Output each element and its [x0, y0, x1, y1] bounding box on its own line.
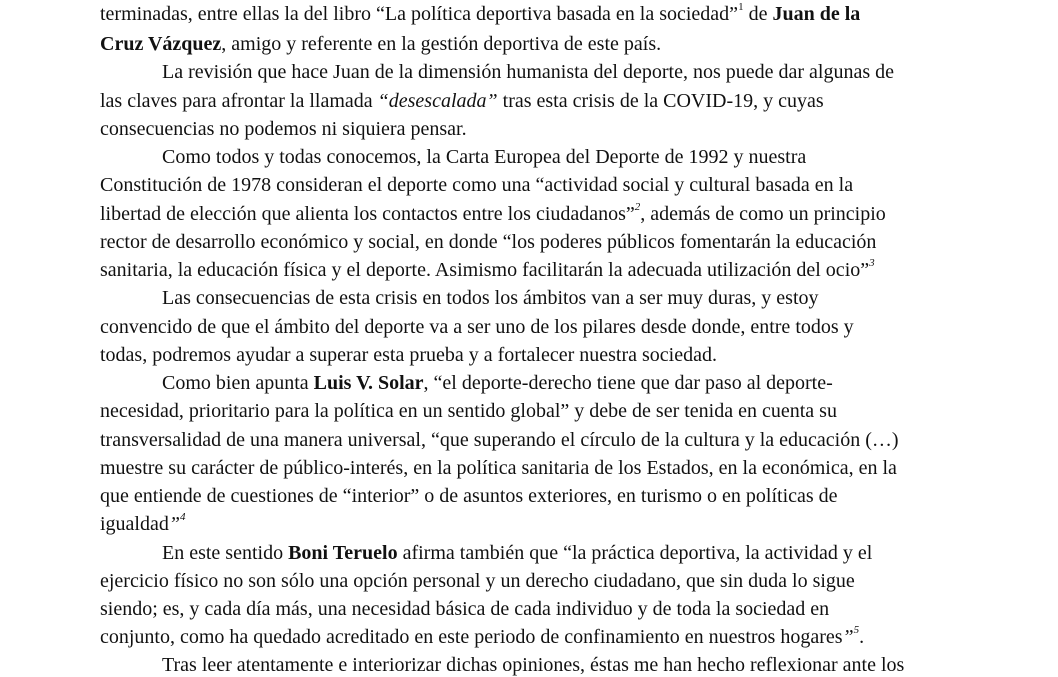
- text-line: [100, 625, 960, 649]
- text-line: [100, 315, 960, 339]
- line-text: Las consecuencias de esta crisis en todos los ámbitos van a ser muy duras, y estoy: [162, 287, 819, 309]
- text-line: [100, 202, 960, 226]
- line-text: necesidad, prioritario para la política en un sentido global” y debe de ser tenida en cuenta su: [100, 400, 837, 422]
- line-text: siendo; es, y cada día más, una necesidad básica de cada individuo y de toda la sociedad en: [100, 598, 830, 620]
- line-text: ejercicio físico no son sólo una opción personal y un derecho ciudadano, que sin duda lo sigue: [100, 570, 855, 592]
- line-text: Tras leer atentamente e interiorizar dichas opiniones, éstas me han hecho reflexionar ante los: [162, 654, 905, 676]
- paragraph-first-line: [162, 60, 960, 84]
- line-text: .: [859, 626, 865, 648]
- text-line: [100, 597, 960, 621]
- line-text: consecuencias no podemos ni siquiera pensar.: [100, 118, 467, 140]
- text-line: [100, 230, 960, 254]
- line-text: que entiende de cuestiones de “interior” o de asuntos exteriores, en turismo o en políticas de: [100, 485, 838, 507]
- text-line: [100, 456, 960, 480]
- text-line: [100, 117, 960, 141]
- author-name: Juan de la: [772, 3, 861, 25]
- text-line: [100, 258, 960, 282]
- line-text: todas, podremos ayudar a superar esta prueba y a fortalecer nuestra sociedad.: [100, 344, 717, 366]
- quote-text: “actividad social y cultural basada en la: [535, 174, 854, 196]
- line-text: transversalidad de una manera universal, “que superando el círculo de la cultura y la educación (…): [100, 429, 899, 451]
- footnote-ref: 1: [738, 1, 744, 14]
- line-text: , amigo y referente en la gestión deportiva de este país.: [221, 33, 662, 55]
- footnote-ref: 3: [869, 257, 875, 270]
- paragraph-first-line: [162, 541, 960, 565]
- line-text: Constitución de 1978 consideran el deporte como una: [100, 174, 536, 196]
- text-line: [100, 512, 960, 536]
- footnote-ref: 5: [853, 624, 860, 637]
- line-text: igualdad: [100, 513, 169, 535]
- quote-text: “la práctica deportiva, la actividad y el: [563, 542, 873, 564]
- quote-text: ”: [168, 513, 180, 535]
- text-line: [100, 32, 960, 56]
- line-text: tras esta crisis de la COVID-19, y cuyas: [497, 90, 824, 112]
- text-line: [100, 484, 960, 508]
- line-text: afirma también que: [397, 542, 564, 564]
- line-text: convencido de que el ámbito del deporte va a ser uno de los pilares desde donde, entre todos y: [100, 316, 854, 338]
- line-text: conjunto, como ha quedado acreditado en este periodo de confinamiento en nuestros hogares: [100, 626, 843, 648]
- text-line: [100, 89, 960, 113]
- quote-text: ”: [842, 626, 854, 648]
- line-text: terminadas, entre ellas la del libro “La política deportiva basada en la sociedad”: [100, 3, 739, 25]
- footnote-ref: 2: [634, 201, 641, 214]
- paragraph-first-line: [162, 286, 960, 310]
- line-text: La revisión que hace Juan de la dimensión humanista del deporte, nos puede dar algunas de: [162, 61, 894, 83]
- line-text: En este sentido: [162, 542, 289, 564]
- paragraph-first-line: [162, 371, 960, 395]
- line-text: , además de como un principio: [640, 203, 886, 225]
- author-name: Cruz Vázquez: [100, 33, 222, 55]
- line-text: de: [743, 3, 773, 25]
- paragraph-first-line: [162, 145, 960, 169]
- line-text: Como todos y todas conocemos, la Carta Europea del Deporte de 1992 y nuestra: [162, 146, 807, 168]
- text-line: [100, 343, 960, 367]
- text-line: [100, 428, 960, 452]
- line-text: , “el deporte-derecho tiene que dar paso al deporte-: [423, 372, 833, 394]
- text-line: [100, 569, 960, 593]
- author-name: Luis V. Solar: [313, 372, 424, 394]
- quote-text: sanitaria, la educación física y el deporte. Asimismo facilitarán la adecuada utilización del ocio”: [100, 259, 870, 281]
- line-text: rector de desarrollo económico y social, en donde: [100, 231, 503, 253]
- line-text: Como bien apunta: [162, 372, 314, 394]
- footnote-ref: 4: [180, 511, 186, 524]
- author-name: Boni Teruelo: [288, 542, 398, 564]
- quote-text: “los poderes públicos fomentarán la educación: [502, 231, 877, 253]
- quote-text: libertad de elección que alienta los contactos entre los ciudadanos”: [100, 203, 635, 225]
- paragraph-first-line: [162, 653, 960, 677]
- text-line: [100, 173, 960, 197]
- line-text: las claves para afrontar la llamada: [100, 90, 378, 112]
- text-line: [100, 2, 960, 26]
- line-text: muestre su carácter de público-interés, en la política sanitaria de los Estados, en la económica, en la: [100, 457, 897, 479]
- quote-text: “desescalada”: [377, 90, 498, 112]
- text-line: [100, 399, 960, 423]
